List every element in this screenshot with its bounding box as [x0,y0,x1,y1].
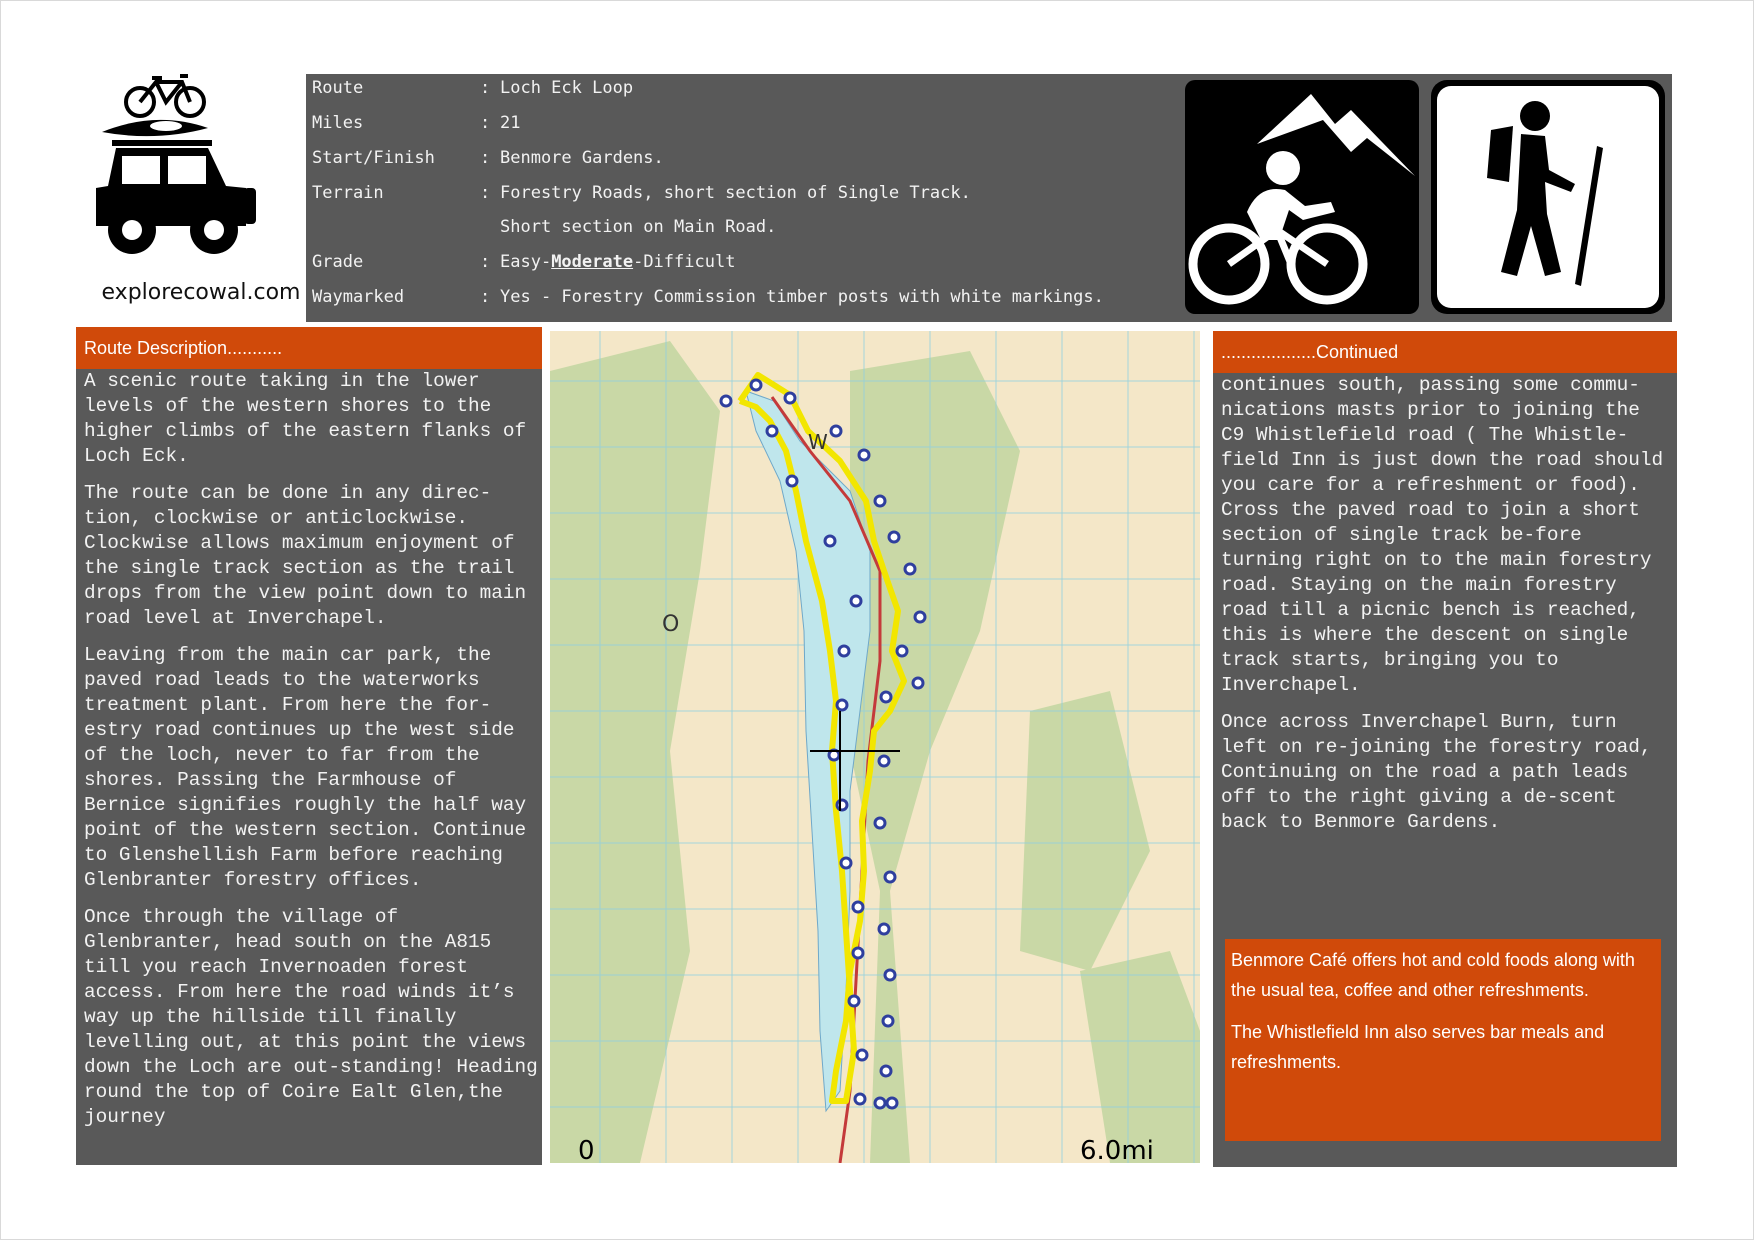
svg-text:W: W [808,430,828,454]
svg-text:O: O [662,612,680,637]
description-paragraph: Once through the village of Glenbranter, head south on the A815 till you reach Invernoaden forest access. From here the road winds it’s way up the hillside till finally levelling out, at this point the views down the Loch are out-standing! Heading round the top of Coire Ealt Glen,the journey [84,906,538,1128]
info-key: Terrain [312,183,384,203]
info-row-start-finish [312,148,664,168]
loch-eck-map-image [550,331,1200,1163]
route-description-body [84,369,538,1142]
grade-moderate: Moderate [551,252,634,272]
info-key: Grade [312,252,364,272]
info-row-terrain-cont [312,217,776,237]
map-scale-start: 0 [578,1136,595,1163]
grade-easy: Easy- [500,252,552,272]
hiker-icon [1437,86,1659,308]
brand-site: explorecowal.com [101,280,301,305]
info-row-route [312,78,633,98]
callout-paragraph: The Whistlefield Inn also serves bar meals and refreshments. [1231,1022,1605,1072]
info-value: 21 [500,113,521,133]
route-info-panel [306,74,1672,322]
route-description-heading: Route Description........... [76,327,542,369]
description-paragraph: A scenic route taking in the lower levels of the western shores to the higher climbs of the eastern flanks of Loch Eck. [84,370,527,467]
info-row-terrain [312,183,971,203]
info-separator: : [480,113,491,133]
route-description-column [76,327,542,1165]
mountain-bike-icon [1185,80,1419,314]
info-row-waymarked [312,287,1104,307]
description-paragraph: continues south, passing some commu-nications masts prior to joining the C9 Whistlefield road ( The Whistle-field Inn is just down the road should you care for a refreshment or food). Cross the paved road to join a short section of single track be-fore turning right on to the main forestry road. Staying on the main forestry road till a picnic bench is reached, this is where the descent on single track starts, bringing you to Inverchapel. [1221,374,1664,696]
info-value: Short section on Main Road. [500,217,777,237]
info-separator: : [480,183,491,203]
info-row-miles [312,113,520,133]
info-value: Forestry Roads, short section of Single Track. [500,183,971,203]
info-separator: : [480,78,491,98]
info-key: Waymarked [312,287,405,307]
continued-body [1221,373,1673,847]
info-key: Miles [312,113,364,133]
jeep-with-bike-icon [96,70,306,270]
info-separator: : [480,148,491,168]
info-key: Route [312,78,364,98]
info-separator: : [480,287,491,307]
info-row-grade [312,252,735,272]
map-scale-end: 6.0mi [1080,1136,1154,1163]
continued-column [1213,331,1677,1167]
refreshments-callout [1225,939,1661,1141]
description-paragraph: Once across Inverchapel Burn, turn left on re-joining the forestry road, Continuing on the road a path leads off to the right giving a de-scent back to Benmore Gardens. [1221,711,1652,833]
callout-paragraph: Benmore Café offers hot and cold foods along with the usual tea, coffee and other refreshments. [1231,950,1635,1000]
grade-difficult: -Difficult [633,252,736,272]
hiker-icon-frame [1431,80,1665,314]
info-value: Benmore Gardens. [500,148,664,168]
route-map [550,331,1200,1163]
brand-logo [96,70,306,315]
description-paragraph: The route can be done in any direc-tion, clockwise or anticlockwise. Clockwise allows maximum enjoyment of the single track section as the trail drops from the view point down to main road level at Inverchapel. [84,482,527,629]
info-value: Loch Eck Loop [500,78,634,98]
info-key: Start/Finish [312,148,435,168]
description-paragraph: Leaving from the main car park, the paved road leads to the waterworks treatment plant. From here the for-estry road continues up the west side of the loch, never to far from the shores. Passing the Farmhouse of Bernice signifies roughly the half way point of the western section. Continue to Glenshellish Farm before reaching Glenbranter forestry offices. [84,644,527,891]
info-separator: : [480,252,491,272]
continued-heading: ...................Continued [1213,331,1677,373]
info-value: Yes - Forestry Commission timber posts with white markings. [500,287,1104,307]
